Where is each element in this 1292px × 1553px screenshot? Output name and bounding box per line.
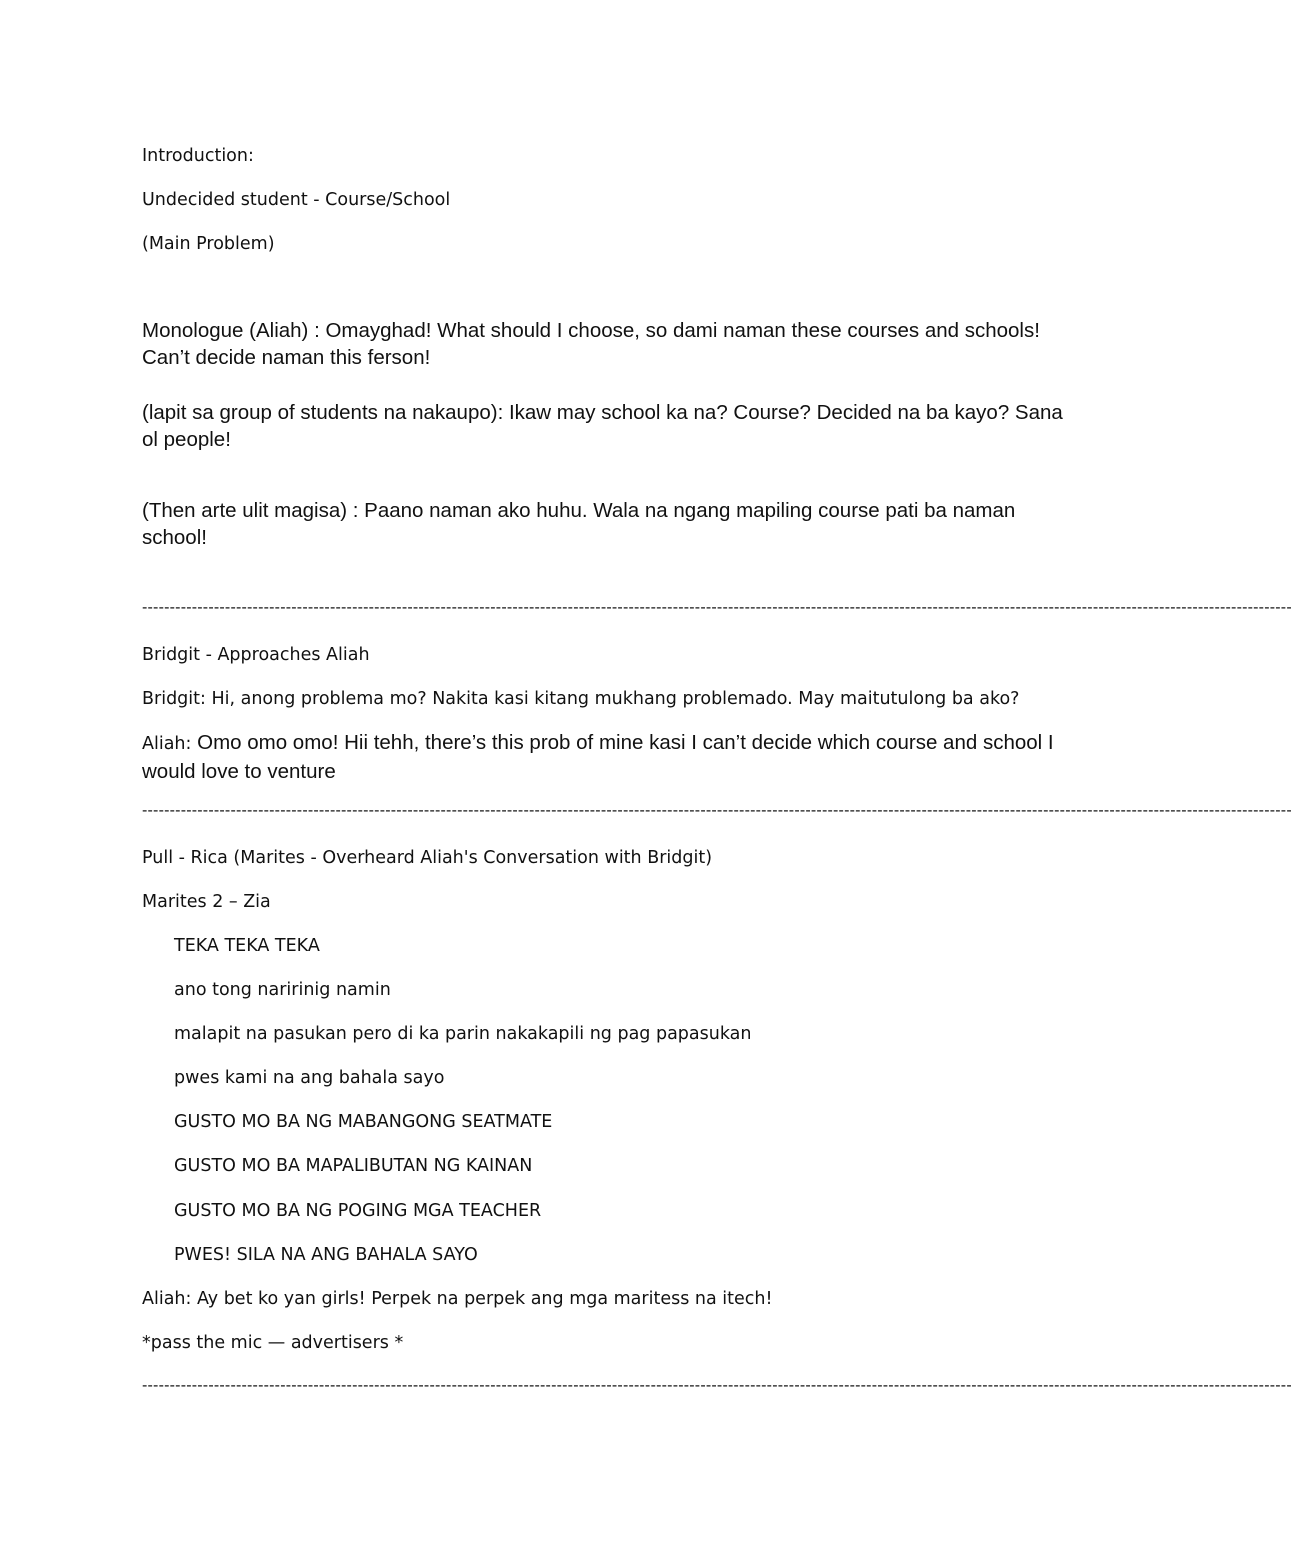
- chant-line-5: GUSTO MO BA NG MABANGONG SEATMATE: [174, 1112, 553, 1132]
- aliah-line: Omo omo omo! Hii tehh, there’s this prob of mine kasi I can’t decide which course and school I would love to venture: [142, 731, 1054, 783]
- aliah-speaker-2: Aliah:: [142, 1289, 192, 1309]
- aliah-dialogue-2: [142, 1288, 773, 1310]
- scene2-heading: Bridgit - Approaches Aliah: [142, 645, 370, 665]
- intro-note: (Main Problem): [142, 234, 275, 254]
- chant-line-1: TEKA TEKA TEKA: [174, 936, 320, 956]
- aliah-dialogue-1: [142, 729, 1072, 787]
- monologue-line-1: Monologue (Aliah) : Omayghad! What should I choose, so dami naman these courses and schools! Can’t decide naman this ferson!: [142, 319, 1040, 369]
- bridgit-speaker: Bridgit:: [142, 689, 206, 709]
- separator-3: ----------------------------------------------------------------------------------------------------------------------------------------------------------------------------------------------------------------: [142, 1377, 1292, 1394]
- intro-topic: Undecided student - Course/School: [142, 190, 451, 210]
- bridgit-dialogue: [142, 688, 1019, 710]
- aliah-speaker: Aliah:: [142, 734, 192, 754]
- separator-1: ----------------------------------------------------------------------------------------------------------------------------------------------------------------------------------------------------------------: [142, 599, 1292, 616]
- intro-heading: Introduction:: [142, 146, 254, 166]
- monologue-line-2: (lapit sa group of students na nakaupo): Ikaw may school ka na? Course? Decided na ba kayo? Sana ol people!: [142, 401, 1063, 451]
- chant-line-6: GUSTO MO BA MAPALIBUTAN NG KAINAN: [174, 1156, 533, 1176]
- separator-2: ----------------------------------------------------------------------------------------------------------------------------------------------------------------------------------------------------------------: [142, 802, 1292, 819]
- scene3-heading: Pull - Rica (Marites - Overheard Aliah's Conversation with Bridgit): [142, 848, 713, 868]
- chant-line-4: pwes kami na ang bahala sayo: [174, 1068, 445, 1088]
- stage-cue: *pass the mic — advertisers *: [142, 1333, 404, 1353]
- aliah-line-2: Ay bet ko yan girls! Perpek na perpek ang mga maritess na itech!: [191, 1289, 773, 1309]
- chant-line-2: ano tong naririnig namin: [174, 980, 391, 1000]
- monologue-line-3: (Then arte ulit magisa) : Paano naman ako huhu. Wala na ngang mapiling course pati ba naman school!: [142, 499, 1016, 549]
- bridgit-line: Hi, anong problema mo? Nakita kasi kitang mukhang problemado. May maitutulong ba ako?: [205, 689, 1020, 709]
- marites-2-label: Marites 2 – Zia: [142, 892, 271, 912]
- chant-line-3: malapit na pasukan pero di ka parin nakakapili ng pag papasukan: [174, 1024, 752, 1044]
- chant-line-7: GUSTO MO BA NG POGING MGA TEACHER: [174, 1201, 542, 1221]
- chant-line-8: PWES! SILA NA ANG BAHALA SAYO: [174, 1245, 478, 1265]
